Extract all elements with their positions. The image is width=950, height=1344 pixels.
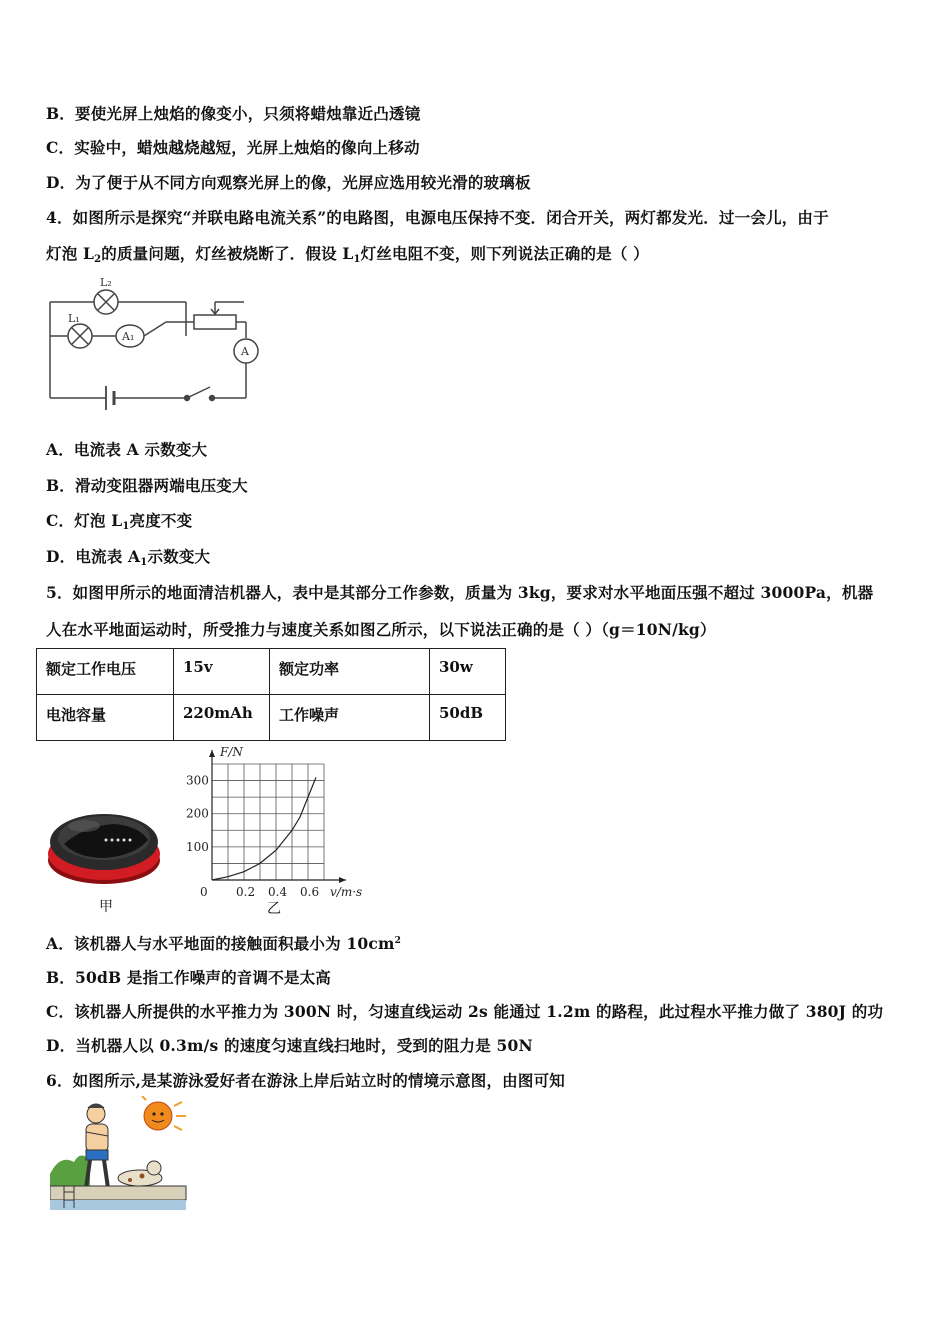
q5-option-c: C．该机器人所提供的水平推力为 300N 时，匀速直线运动 2s 能通过 1.2m 的路程，此过程水平推力做了 380J 的功 — [46, 1002, 884, 1021]
q4-option-d: D．电流表 $A_1$示数变大 — [46, 547, 211, 568]
q4-stem-line1: 4．如图所示是探究“并联电路电流关系”的电路图，电源电压保持不变．闭合开关，两灯都发光．过一会儿，由于 — [46, 208, 829, 227]
table-cell: 15v — [174, 649, 270, 695]
q3-option-d: D．为了便于从不同方向观察光屏上的像，光屏应选用较光滑的玻璃板 — [46, 173, 531, 192]
force-speed-chart — [176, 740, 376, 900]
y-tick-label: 100 — [186, 839, 209, 854]
x-axis-arrow — [339, 877, 346, 883]
table-cell: 电池容量 — [37, 695, 174, 741]
table-cell: 额定工作电压 — [37, 649, 174, 695]
q6-stem-line1: 6．如图所示,是某游泳爱好者在游泳上岸后站立时的情境示意图，由图可知 — [46, 1071, 565, 1090]
cleaning-robot-image — [44, 796, 164, 892]
q5-option-a: A．该机器人与水平地面的接触面积最小为 $10cm^2$ — [46, 934, 402, 953]
table-cell: 30w — [430, 649, 506, 695]
x-axis-label: v/m·s — [330, 885, 363, 899]
fig-jia-caption: 甲 — [99, 899, 113, 915]
q4-option-c: C．灯泡 $L_1$亮度不变 — [46, 511, 193, 532]
table-cell: 工作噪声 — [270, 695, 430, 741]
table-cell: 50dB — [430, 695, 506, 741]
q4-circuit-diagram — [44, 272, 270, 412]
q4-option-a: A．电流表 A 示数变大 — [46, 440, 208, 459]
y-axis-label: F/N — [220, 745, 243, 759]
q4-option-b: B．滑动变阻器两端电压变大 — [46, 476, 248, 495]
table-row — [37, 649, 506, 695]
y-axis-arrow — [209, 750, 215, 757]
q5-option-b: B．50dB 是指工作噪声的音调不是太高 — [46, 968, 332, 987]
q5-option-d: D．当机器人以 0.3m/s 的速度匀速直线扫地时，受到的阻力是 50N — [46, 1036, 533, 1055]
fig-yi-caption: 乙 — [267, 901, 281, 917]
y-tick-label: 200 — [186, 806, 209, 821]
table-cell: 220mAh — [174, 695, 270, 741]
q5-stem-line1: 5．如图甲所示的地面清洁机器人，表中是其部分工作参数，质量为 3kg，要求对水平地面压强不超过 3000Pa，机器 — [46, 583, 874, 602]
l2-label: L₂ — [100, 276, 112, 289]
x-tick-label: 0.2 — [236, 885, 256, 899]
x-tick-label: 0.4 — [268, 885, 288, 899]
q5-stem-line2: 人在水平地面运动时，所受推力与速度关系如图乙所示，以下说法正确的是（ ）（g＝10N/kg） — [46, 620, 716, 639]
robot-params-table — [36, 648, 506, 741]
y-tick-label: 300 — [186, 773, 209, 788]
x-tick-label: 0.6 — [300, 885, 320, 899]
q3-option-b: B．要使光屏上烛焰的像变小，只须将蜡烛靠近凸透镜 — [46, 104, 421, 123]
a1-label: A₁ — [122, 330, 135, 343]
l1-label: L₁ — [68, 312, 80, 325]
table-cell: 额定功率 — [270, 649, 430, 695]
q3-option-c: C．实验中，蜡烛越烧越短，光屏上烛焰的像向上移动 — [46, 138, 420, 157]
table-row — [37, 695, 506, 741]
x-tick-label: 0 — [200, 885, 208, 899]
swimmer-illustration — [50, 1096, 190, 1214]
a-label: A — [241, 345, 249, 358]
q4-stem-line2: 灯泡 $L_2$的质量问题，灯丝被烧断了．假设 $L_1$灯丝电阻不变，则下列说法正确的是（ ） — [46, 244, 649, 265]
